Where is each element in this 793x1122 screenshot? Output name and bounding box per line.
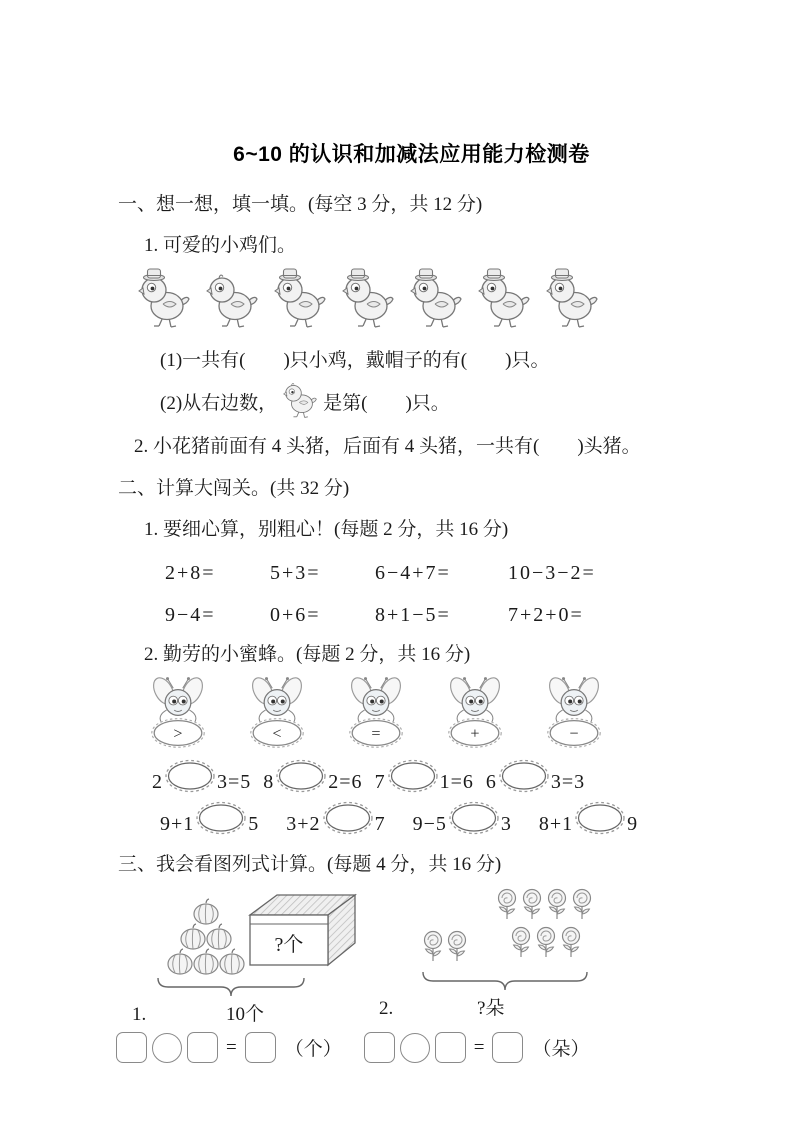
equation-left: 9+1: [160, 813, 195, 835]
answer-oval: [275, 758, 327, 794]
answer-operator-circle: [400, 1033, 430, 1063]
flower-groups: [419, 888, 595, 970]
flower-icon: [509, 926, 533, 960]
answer-oval: [195, 800, 247, 836]
figure-caption: ?朵: [477, 998, 505, 1019]
flower-icon: [445, 930, 469, 964]
section2-sub1: 1. 要细心算，别粗心！(每题 2 分，共 16 分): [144, 519, 509, 540]
equation: 5+3=: [270, 562, 321, 584]
svg-text:+: +: [470, 724, 480, 743]
answer-oval: [164, 758, 216, 794]
figures-row: [132, 888, 705, 1026]
svg-text:−: −: [569, 724, 579, 743]
answer-oval: [448, 800, 500, 836]
flower-icon: [570, 888, 594, 922]
answer-oval: [574, 800, 626, 836]
equation: 8+1−5=: [375, 604, 451, 626]
chick-with-hat-icon: [410, 267, 462, 335]
figure-number: 2.: [379, 998, 394, 1019]
chick-no-hat-icon: [283, 378, 317, 425]
section1-item2: 2. 小花猪前面有 4 头猪，后面有 4 头猪，一共有( )头猪。: [134, 436, 641, 457]
answer-oval: [498, 758, 550, 794]
equation-left: 3+2: [286, 813, 321, 835]
oval-equation: [375, 758, 474, 794]
flower-icon: [534, 926, 558, 960]
answer-square-box: [245, 1032, 276, 1063]
answer-square-box: [435, 1032, 466, 1063]
answer-oval: [322, 800, 374, 836]
flower-icon: [421, 930, 445, 964]
section2-header: 二、计算大闯关。(共 32 分): [118, 478, 350, 499]
bee-with-sign-icon: [138, 674, 218, 756]
equation-right: 1=6: [439, 771, 474, 793]
bee-with-sign-icon: [534, 674, 614, 756]
chick-with-hat-icon: [478, 267, 530, 335]
page-title: 6~10 的认识和加减法应用能力检测卷: [233, 143, 590, 166]
figure-caption: 10个: [226, 1004, 265, 1025]
section2-sub2: 2. 勤劳的小蜜蜂。(每题 2 分，共 16 分): [144, 644, 471, 665]
brace-icon: [156, 976, 359, 998]
equation-left: 8: [263, 771, 275, 793]
equals-sign: =: [473, 1036, 485, 1058]
chick-no-hat-icon: [206, 267, 258, 335]
equation: 2+8=: [165, 562, 216, 584]
oval-equation: [152, 758, 251, 794]
answer-square-box: [116, 1032, 147, 1063]
pumpkin-icon: [205, 923, 233, 950]
chick-with-hat-icon: [138, 267, 190, 335]
svg-text:=: =: [371, 724, 381, 743]
bee-with-sign-icon: [336, 674, 416, 756]
equation: 0+6=: [270, 604, 321, 626]
bees-row: [138, 674, 705, 756]
oval-equation: [486, 758, 585, 794]
chick-with-hat-icon: [342, 267, 394, 335]
equation-right: 9: [627, 813, 639, 835]
equation-left: 8+1: [538, 813, 574, 835]
equation-left: 9−5: [412, 813, 447, 835]
answer-oval: [387, 758, 439, 794]
answer-square-box: [364, 1032, 395, 1063]
chicks-row: [138, 267, 705, 335]
equation-right: 3: [500, 813, 512, 835]
figure-flowers: [379, 888, 595, 1026]
section1-header: 一、想一想，填一填。(每空 3 分，共 12 分): [118, 194, 483, 215]
pumpkin-icon: [166, 948, 194, 975]
chick-with-hat-icon: [274, 267, 326, 335]
equation: 10−3−2=: [508, 562, 596, 584]
equation-right: 3=3: [550, 771, 586, 793]
answer-operator-circle: [152, 1033, 182, 1063]
equation-right: 5: [248, 813, 260, 835]
calc-row-2: [165, 604, 705, 627]
answer-square-box: [492, 1032, 523, 1063]
bee-with-sign-icon: [435, 674, 515, 756]
answer-square-box: [187, 1032, 218, 1063]
question-1-2-pre: (2)从右边数，: [160, 393, 278, 414]
figure-pumpkins-art: [166, 888, 359, 976]
equation-right: 7: [374, 813, 386, 835]
section3-header: 三、我会看图列式计算。(每题 4 分，共 16 分): [118, 854, 502, 875]
oval-equation: [263, 758, 362, 794]
pumpkin-icon: [179, 923, 207, 950]
question-1-2: [160, 378, 705, 425]
oval-equation: [413, 800, 512, 836]
figure-number: 1.: [132, 1004, 147, 1025]
equation: 9−4=: [165, 604, 216, 626]
equation-left: 6: [485, 771, 497, 793]
flower-icon: [495, 888, 519, 922]
bee-with-sign-icon: [237, 674, 317, 756]
mystery-box-icon: [244, 888, 359, 976]
box-label: ?个: [274, 934, 304, 956]
svg-text:<: <: [272, 724, 282, 743]
equation-left: 2: [152, 771, 163, 793]
pumpkin-pile: [166, 896, 244, 976]
answer-unit: （个）: [284, 1039, 342, 1060]
oval-equation: [286, 800, 385, 836]
answer-row: [116, 1032, 705, 1063]
oval-equation: [539, 800, 638, 836]
question-1-1: (1)一共有( )只小鸡，戴帽子的有( )只。: [160, 350, 550, 371]
answer-group-2: [364, 1032, 590, 1063]
equation-right: 3=5: [217, 771, 252, 793]
answer-unit: （朵）: [532, 1039, 590, 1060]
equals-sign: =: [226, 1036, 237, 1058]
figure-pumpkins: [132, 888, 359, 1026]
svg-text:>: >: [173, 724, 183, 743]
equation: 6−4+7=: [375, 562, 451, 584]
equation: 7+2+0=: [508, 604, 584, 626]
flower-icon: [520, 888, 544, 922]
flower-icon: [559, 926, 583, 960]
pumpkin-icon: [218, 948, 246, 975]
equation-left: 7: [374, 771, 386, 793]
section1-item1: 1. 可爱的小鸡们。: [144, 235, 297, 256]
chick-with-hat-icon: [546, 267, 598, 335]
oval-equation-row-2: [160, 800, 705, 836]
figure-flowers-labels: [379, 993, 595, 1020]
question-1-2-post: 是第( )只。: [323, 393, 450, 414]
calc-row-1: [165, 562, 705, 585]
figure-pumpkins-labels: [132, 999, 359, 1026]
oval-equation: [160, 800, 259, 836]
equation-right: 2=6: [328, 771, 363, 793]
brace-icon: [421, 970, 595, 992]
oval-equation-row-1: [152, 758, 705, 794]
answer-group-1: [116, 1032, 342, 1063]
flower-icon: [545, 888, 569, 922]
pumpkin-icon: [192, 948, 220, 975]
pumpkin-icon: [192, 898, 220, 925]
